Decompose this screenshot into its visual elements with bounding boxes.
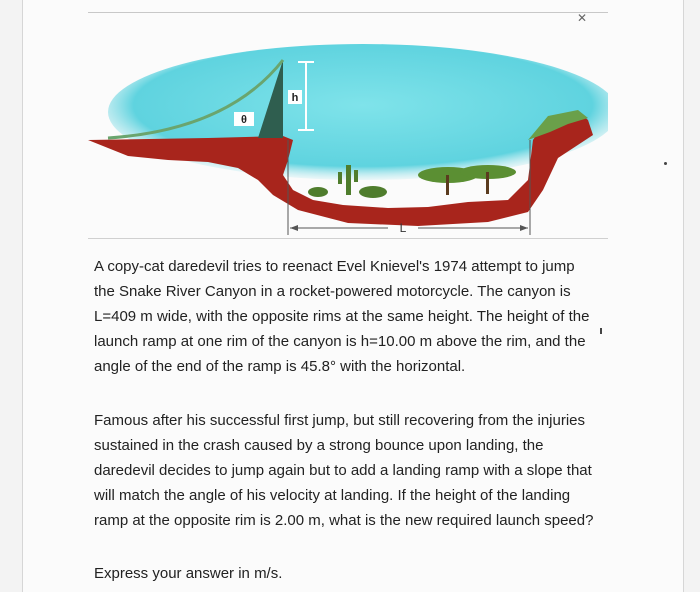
top-divider (88, 12, 608, 13)
tree-trunk-left (446, 175, 449, 195)
height-label: h (291, 92, 299, 104)
angle-label: θ (241, 114, 247, 126)
width-arrowhead-left (290, 225, 298, 231)
cactus-arm-right (354, 170, 358, 182)
figure-divider (88, 238, 608, 239)
side-marker-dot (664, 162, 667, 165)
close-icon[interactable]: ✕ (576, 11, 588, 25)
bush (359, 186, 387, 198)
cactus-arm-left (338, 172, 342, 184)
tree-trunk-right (486, 172, 489, 194)
width-arrowhead-right (520, 225, 528, 231)
problem-paragraph-1: A copy-cat daredevil tries to reenact Evel Knievel's 1974 attempt to jump the Snake River Canyon in a rocket-powered motorcycle. The canyon is L=409 m wide, with the opposite rims at the same height. The height of the launch ramp at one rim of the canyon is h=10.00 m above the rim, and the angle of the end of the ramp is 45.8° with the horizontal. (94, 258, 590, 375)
problem-paragraph-2: Famous after his successful first jump, but still recovering from the injuries sustained in the crash caused by a strong bounce upon landing, the daredevil decides to jump again but to add a landing ramp with a slope that will match the angle of his velocity at landing. If the height of the landing ramp at the opposite rim is 2.00 m, what is the new required launch speed? (94, 412, 594, 529)
canyon-figure (88, 40, 608, 240)
stray-mark (600, 328, 602, 334)
answer-instruction: Express your answer in m/s. (94, 565, 283, 582)
cactus (346, 165, 351, 195)
small-bush (308, 187, 328, 197)
width-label: L (399, 221, 407, 235)
canyon-diagram (88, 40, 608, 240)
